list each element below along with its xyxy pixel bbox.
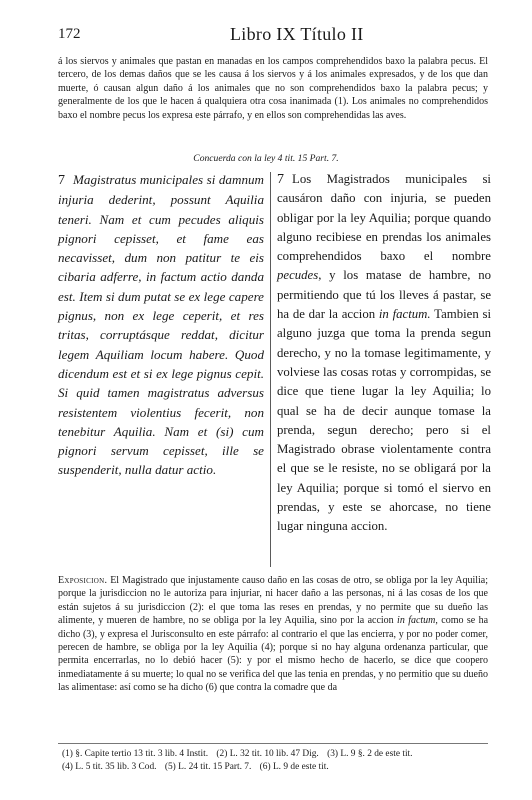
latin-column bbox=[58, 170, 264, 480]
spanish-text-2: , y los matase de hambre, no permitiendo que tú los lleves á pastar, se ha de dar la accion bbox=[277, 268, 491, 322]
latin-section-number: 7 bbox=[58, 173, 65, 188]
exposition-paragraph bbox=[58, 574, 488, 695]
footnote: (5) L. 24 tit. 15 Part. 7. bbox=[164, 762, 252, 772]
footnote: (2) L. 32 tit. 10 lib. 47 Dig. bbox=[216, 749, 319, 759]
footnotes-line-2 bbox=[62, 761, 492, 774]
concordance-line: Concuerda con la ley 4 tit. 15 Part. 7. bbox=[193, 153, 339, 164]
exposition-text-1: El Magistrado que injustamente causo daño en las cosas de otro, se obliga por la ley Aquilia; porque la jurisdiccion no le autoriza para injuriar, ni hacer daño a las personas, ni á las cosas de los que están sujetos á su jurisdiccion (2): el que toma las reses en prendas, y no permite que su dueño las alimente, y mueren de hambre, no se obliga por la ley Aquilia, sino por la accion bbox=[58, 575, 489, 627]
footnote: (1) §. Capite tertio 13 tit. 3 lib. 4 Instit. bbox=[62, 749, 209, 759]
spanish-italic-term-2: in factum. bbox=[378, 307, 431, 322]
latin-text: Magistratus municipales si damnum injuria dederint, possunt Aquilia teneri. Nam et cum pecudes aliquis pignori cepisset, et fame eas necavisset, dum non patitur te eis cibaria adferre, in factum actio danda est. Item si dum putat se ex lege capere pignus, non ex lege ceperit, et res tritas, corruptásque reddat, dicitur legem Aquiliam locum habere. Quod dicendum est et si ex lege pignus cepit. Si quid tamen magistratus adversus resistentem violentius fecerit, non tenebitur Aquilia. Nam et (si) cum pignori servum cepisset, ille se suspenderit, nulla datur actio. bbox=[58, 172, 264, 478]
exposition-italic-term: in factum bbox=[397, 615, 436, 627]
running-head: Libro IX Título II bbox=[230, 24, 364, 44]
footnote: (3) L. 9 §. 2 de este tit. bbox=[327, 749, 413, 759]
footnotes bbox=[62, 748, 492, 774]
intro-paragraph: á los siervos y animales que pastan en manadas en los campos comprehendidos baxo la palabra pecus. El tercero, de los demas daños que se les causa á los siervos y á los animales expresados, y de los que dan muerte, ó causan algun daño á los animales que no son comprehendidos baxo la palabra pecus; y generalmente de los que le hacen á qualquiera otra cosa inanimada (1). Los animales no comprehendidos baxo el nombre pecus los expresa este párrafo, y en ellos son comprehendidas las aves. bbox=[58, 56, 488, 121]
spanish-column bbox=[277, 170, 491, 537]
spanish-section-number: 7 bbox=[277, 172, 284, 187]
spanish-italic-term-1: pecudes bbox=[277, 268, 319, 283]
spanish-text-1: Los Magistrados municipales si causáron daño con injuria, se pueden obligar por la ley Aquilia; porque quando alguno recibiese en prendas los animales comprehendidos baxo el nombre bbox=[277, 172, 491, 264]
column-divider bbox=[270, 172, 271, 567]
spanish-text-3: Tambien si alguno juzga que toma la prenda segun derecho, y no la tomase legitimamente, y volviese las cosas rotas y corrompidas, se dice que tiene lugar la ley Aquilia; lo qual se ha de decir aunque tomase la prenda, segun derecho; pero si el Magistrado obrase violentamente contra el que se le resiste, no se obligará por la ley Aquilia; porque si tomó el siervo en prendas, y este se ahorcase, no tiene lugar ninguna accion. bbox=[277, 307, 492, 534]
exposition-text-2: , como se ha dicho (3), y expresa el Jurisconsulto en este párrafo: al contrario el que las encierra, y por no poder comer, perecen de hambre, se obliga por la ley Aquilia (4); porque si no hay alguna ordenanza particular, que permita encerrarlas, no lo debió hacer (5): y por el mismo hecho de hacerlo, se dice que coopero inmediatamente á su muerte; lo qual no se verifica del que las tenia en prendas, y no permitio que su dueño las alimentase: así como se ha dicho (6) que contra la comadre que da bbox=[58, 615, 489, 694]
footnote: (6) L. 9 de este tit. bbox=[259, 762, 329, 772]
exposition-label: Exposicion. bbox=[58, 575, 108, 586]
footnotes-line-1 bbox=[62, 748, 492, 761]
footnotes-rule bbox=[58, 743, 488, 744]
page-number: 172 bbox=[58, 26, 81, 42]
footnote: (4) L. 5 tit. 35 lib. 3 Cod. bbox=[62, 762, 157, 772]
